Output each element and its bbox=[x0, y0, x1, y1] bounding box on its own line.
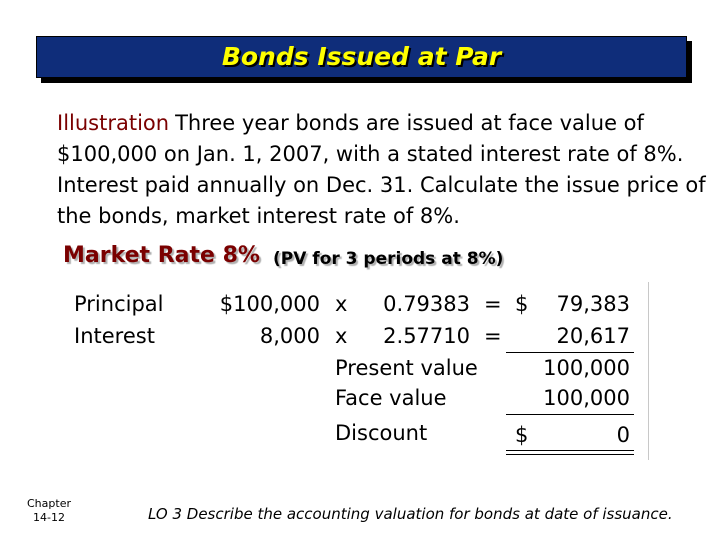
interest-result: 20,617 bbox=[556, 324, 630, 348]
chapter-label: Chapter bbox=[27, 497, 71, 510]
discount-amount: 0 bbox=[616, 423, 630, 447]
present-value-label: Present value bbox=[335, 356, 478, 380]
double-rule-bottom bbox=[506, 454, 634, 455]
subtotal-rule bbox=[506, 352, 634, 353]
interest-amount: 8,000 bbox=[259, 324, 320, 348]
market-rate-heading: Market Rate 8% bbox=[63, 243, 260, 268]
present-value-amount: 100,000 bbox=[543, 356, 630, 380]
title-bar bbox=[36, 36, 687, 78]
principal-equals: = bbox=[484, 292, 502, 316]
discount-currency: $ bbox=[515, 423, 529, 447]
learning-objective: LO 3 Describe the accounting valuation for bonds at date of issuance. bbox=[148, 505, 673, 523]
principal-result: 79,383 bbox=[556, 292, 630, 316]
principal-currency: $ bbox=[515, 292, 529, 316]
principal-times: x bbox=[335, 292, 348, 316]
interest-label: Interest bbox=[74, 324, 155, 348]
chapter-number: 14-12 bbox=[33, 511, 65, 524]
slide-title: Bonds Issued at Par bbox=[221, 42, 502, 71]
illustration-paragraph bbox=[57, 108, 707, 232]
face-value-label: Face value bbox=[335, 386, 447, 410]
principal-label: Principal bbox=[74, 292, 164, 316]
double-rule-top bbox=[506, 450, 634, 451]
illustration-text: Three year bonds are issued at face value of $100,000 on Jan. 1, 2007, with a stated interest rate of 8%. Interest paid annually on Dec. 31. Calculate the issue price of the bonds, market interest rate of 8%. bbox=[57, 111, 706, 228]
discount-label: Discount bbox=[335, 421, 428, 445]
principal-factor: 0.79383 bbox=[383, 292, 470, 316]
chapter-footer bbox=[26, 497, 72, 525]
interest-factor: 2.57710 bbox=[383, 324, 470, 348]
illustration-label: Illustration bbox=[57, 111, 170, 135]
principal-amount: $100,000 bbox=[219, 292, 320, 316]
interest-times: x bbox=[335, 324, 348, 348]
face-value-amount: 100,000 bbox=[543, 386, 630, 410]
total-rule bbox=[506, 414, 634, 415]
column-divider bbox=[648, 282, 649, 460]
pv-note: (PV for 3 periods at 8%) bbox=[273, 249, 504, 269]
interest-equals: = bbox=[484, 324, 502, 348]
